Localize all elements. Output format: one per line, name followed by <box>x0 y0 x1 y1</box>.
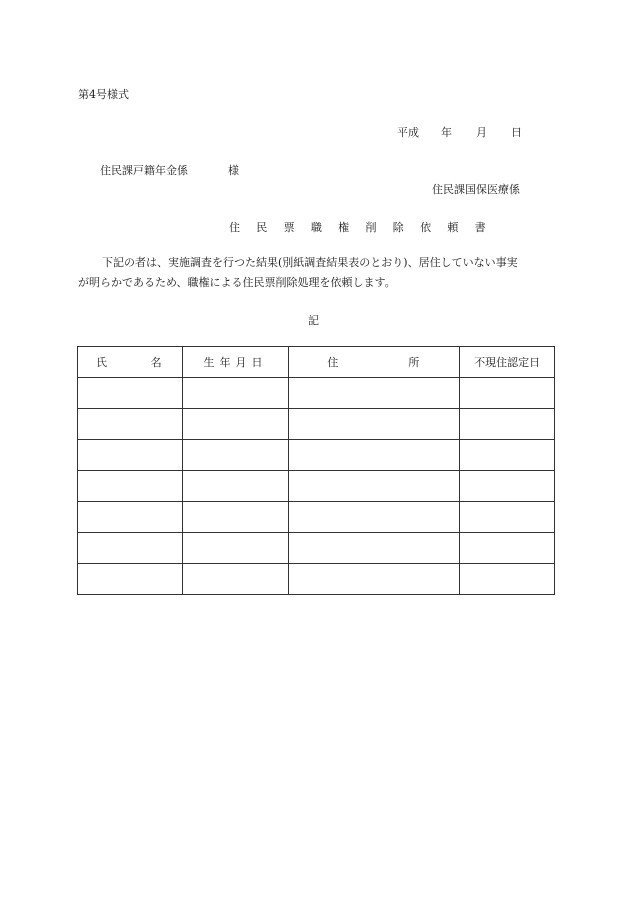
addressee-name: 住民課戸籍年金係 <box>100 164 188 177</box>
date-day-label: 日 <box>511 126 522 139</box>
header-dob-label: 生年月日 <box>203 356 268 369</box>
addressee-honorific: 様 <box>228 164 239 177</box>
table-row <box>78 378 555 409</box>
header-address-part-1: 住 <box>327 356 339 369</box>
cell-name <box>78 533 183 564</box>
header-name <box>78 347 183 378</box>
cell-absence-date <box>460 564 555 595</box>
cell-address <box>289 564 460 595</box>
cell-dob <box>182 440 289 471</box>
form-number: 第4号様式 <box>78 88 129 101</box>
date-year-label: 年 <box>441 126 452 139</box>
cell-address <box>289 471 460 502</box>
cell-name <box>78 409 183 440</box>
header-absence-date <box>460 347 555 378</box>
header-absence-date-label: 不現住認定日 <box>474 356 541 369</box>
cell-name <box>78 440 183 471</box>
record-table <box>77 346 555 595</box>
cell-absence-date <box>460 440 555 471</box>
cell-dob <box>182 471 289 502</box>
cell-address <box>289 440 460 471</box>
cell-name <box>78 502 183 533</box>
cell-dob <box>182 564 289 595</box>
table-header-row <box>78 347 555 378</box>
cell-address <box>289 378 460 409</box>
document-title: 住 民 票 職 権 削 除 依 頼 書 <box>229 221 493 234</box>
header-name-part-2: 名 <box>150 356 162 369</box>
cell-address <box>289 533 460 564</box>
cell-name <box>78 564 183 595</box>
cell-dob <box>182 502 289 533</box>
table-row <box>78 409 555 440</box>
cell-address <box>289 409 460 440</box>
table-row <box>78 440 555 471</box>
table-body <box>78 378 555 595</box>
cell-absence-date <box>460 502 555 533</box>
cell-absence-date <box>460 378 555 409</box>
cell-absence-date <box>460 409 555 440</box>
cell-dob <box>182 409 289 440</box>
header-name-part-1: 氏 <box>96 356 107 369</box>
cell-dob <box>182 378 289 409</box>
cell-name <box>78 471 183 502</box>
cell-address <box>289 502 460 533</box>
header-dob <box>182 347 289 378</box>
date-month-label: 月 <box>476 126 487 139</box>
cell-absence-date <box>460 471 555 502</box>
body-text-line-2: が明らかであるため、職権による住民票削除処理を依頼します。 <box>78 276 396 289</box>
header-address <box>289 347 460 378</box>
table-row <box>78 533 555 564</box>
cell-dob <box>182 533 289 564</box>
table-row <box>78 471 555 502</box>
sender: 住民課国保医療係 <box>432 183 520 196</box>
addressee <box>100 162 239 178</box>
table-row <box>78 502 555 533</box>
cell-name <box>78 378 183 409</box>
ki-label: 記 <box>308 314 319 327</box>
date-line <box>397 124 522 140</box>
table-row <box>78 564 555 595</box>
header-address-part-2: 所 <box>408 356 420 369</box>
body-text-line-1: 下記の者は、実施調査を行つた結果(別紙調査結果表のとおり)、居住していない事実 <box>102 256 518 269</box>
cell-absence-date <box>460 533 555 564</box>
date-era: 平成 <box>397 126 419 139</box>
